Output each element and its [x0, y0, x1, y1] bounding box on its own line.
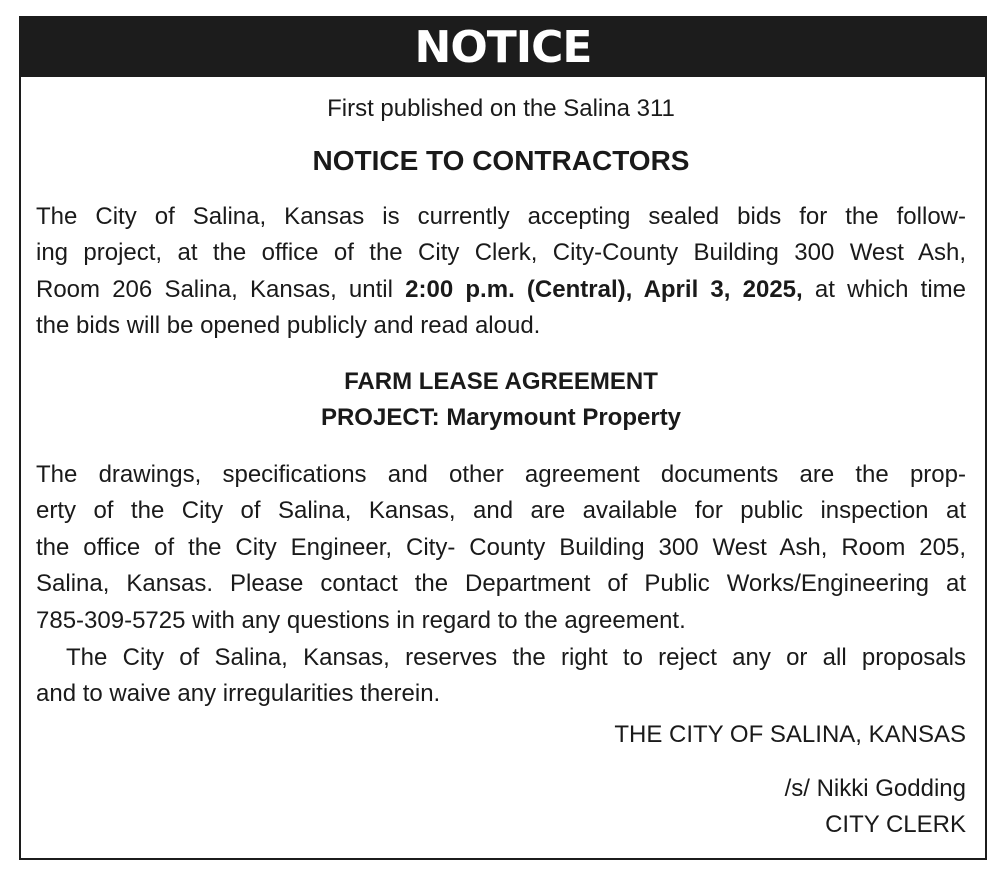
signature-organization: THE CITY OF SALINA, KANSAS [614, 721, 966, 748]
signature-name: /s/ Nikki Godding [784, 775, 966, 802]
documents-paragraph-line: The drawings, specifications and other agreement documents are the prop- [36, 461, 966, 488]
reservation-paragraph-line: The City of Salina, Kansas, reserves the right to reject any or all proposals [66, 644, 966, 671]
notice-header [21, 18, 985, 77]
bid-deadline: 2:00 p.m. (Central), April 3, 2025, [405, 276, 803, 303]
notice-content [21, 77, 985, 858]
documents-paragraph-line: Salina, Kansas. Please contact the Department of Public Works/Engineering at [36, 570, 966, 597]
bid-paragraph-text: Room 206 Salina, Kansas, until [36, 276, 393, 303]
bid-paragraph-line: ing project, at the office of the City Clerk, City-County Building 300 West Ash, [36, 239, 966, 266]
bid-paragraph-text: at which time [814, 276, 967, 303]
project-name: PROJECT: Marymount Property [320, 404, 682, 431]
notice-header-title: NOTICE [414, 22, 592, 73]
reservation-paragraph-line: and to waive any irregularities therein. [36, 680, 441, 707]
signature-position: CITY CLERK [825, 811, 966, 838]
documents-paragraph-line: the office of the City Engineer, City- County Building 300 West Ash, Room 205, [36, 534, 966, 561]
bid-paragraph-line [36, 272, 966, 308]
published-line: First published on the Salina 311 [327, 95, 675, 122]
notice-box [19, 16, 987, 860]
agreement-title: FARM LEASE AGREEMENT [344, 368, 658, 395]
bid-paragraph-line: the bids will be opened publicly and read aloud. [36, 312, 541, 339]
bid-paragraph-line: The City of Salina, Kansas is currently accepting sealed bids for the follow- [36, 203, 966, 230]
documents-paragraph-line: 785-309-5725 with any questions in regard to the agreement. [36, 607, 686, 634]
documents-paragraph-line: erty of the City of Salina, Kansas, and are available for public inspection at [36, 497, 966, 524]
notice-title: NOTICE TO CONTRACTORS [312, 145, 690, 176]
